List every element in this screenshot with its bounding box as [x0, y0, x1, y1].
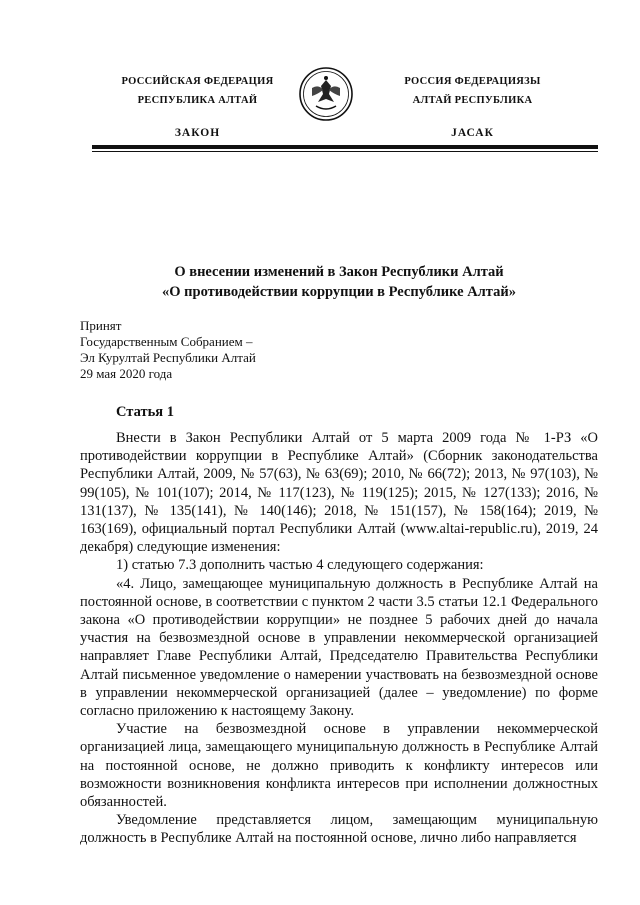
accepted-date: 29 мая 2020 года: [80, 366, 173, 381]
paragraph: Уведомление представляется лицом, замещающим муниципальную должность в Республике Алтай на постоянной основе, лично либо направляется: [80, 812, 598, 847]
article-body: [80, 429, 598, 848]
paragraph: Внести в Закон Республики Алтай от 5 марта 2009 года № 1-РЗ «О противодействии коррупции в Республике Алтай» (Сборник законодательства Республики Алтай, 2009, № 57(63), № 63(69); 2010, № 66(72); 2013, № 97(103), № 99(105), № 101(107); 2014, № 117(123), № 119(125); 2015, № 127(133); 2016, № 131(137), № 135(141), № 140(146); 2018, № 151(157), № 158(164); 2019, № 163(169), официальный портал Республики Алтай (www.altai-republic.ru), 2019, 24 декабря) следующие изменения:: [80, 430, 598, 556]
header-region-ru: РЕСПУБЛИКА АЛТАЙ: [137, 95, 258, 106]
accepted-line-3: Эл Курултай Республики Алтай: [80, 350, 256, 365]
accepted-line-1: Принят: [80, 318, 122, 333]
paragraph: «4. Лицо, замещающее муниципальную должность в Республике Алтай на постоянной основе, в соответствии с пунктом 2 части 3.5 статьи 12.1 Федерального закона «О противодействии коррупции» не позднее 5 рабочих дней до начала участия на безвозмездной основе в управлении некоммерческой организацией направляет Главе Республики Алтай, Председателю Правительства Республики Алтай письменное уведомление о намерении участвовать на безвозмездной основе в управлении некоммерческой организацией (далее – уведомление) по форме согласно приложению к настоящему Закону.: [80, 575, 598, 720]
coat-of-arms-icon: [298, 66, 354, 122]
header-rule-thick: [92, 145, 598, 149]
header-doctype-alt: JАСАК: [451, 127, 494, 139]
document-title: [80, 262, 598, 302]
paragraph: Участие на безвозмездной основе в управлении некоммерческой организацией лица, замещающего муниципальную должность в Республике Алтай на постоянной основе, не должно приводить к конфликту интересов или возможности возникновения конфликта интересов при исполнении должностных обязанностей.: [80, 721, 598, 811]
header-rule-thin: [92, 151, 598, 152]
article-heading: Статья 1: [116, 404, 174, 420]
header-doctype-ru: ЗАКОН: [174, 127, 221, 139]
accepted-block: [80, 318, 256, 382]
header-left: [110, 72, 285, 143]
title-line-2: «О противодействии коррупции в Республике Алтай»: [162, 284, 516, 300]
paragraph: 1) статью 7.3 дополнить частью 4 следующего содержания:: [116, 557, 484, 574]
header-country-ru: РОССИЙСКАЯ ФЕДЕРАЦИЯ: [121, 76, 274, 87]
header-region-alt: АЛТАЙ РЕСПУБЛИКА: [412, 95, 533, 106]
accepted-line-2: Государственным Собранием –: [80, 334, 253, 349]
title-line-1: О внесении изменений в Закон Республики Алтай: [174, 264, 504, 280]
header-right: [385, 72, 560, 143]
header-country-alt: РОССИЯ ФЕДЕРАЦИЯЗЫ: [404, 76, 541, 87]
